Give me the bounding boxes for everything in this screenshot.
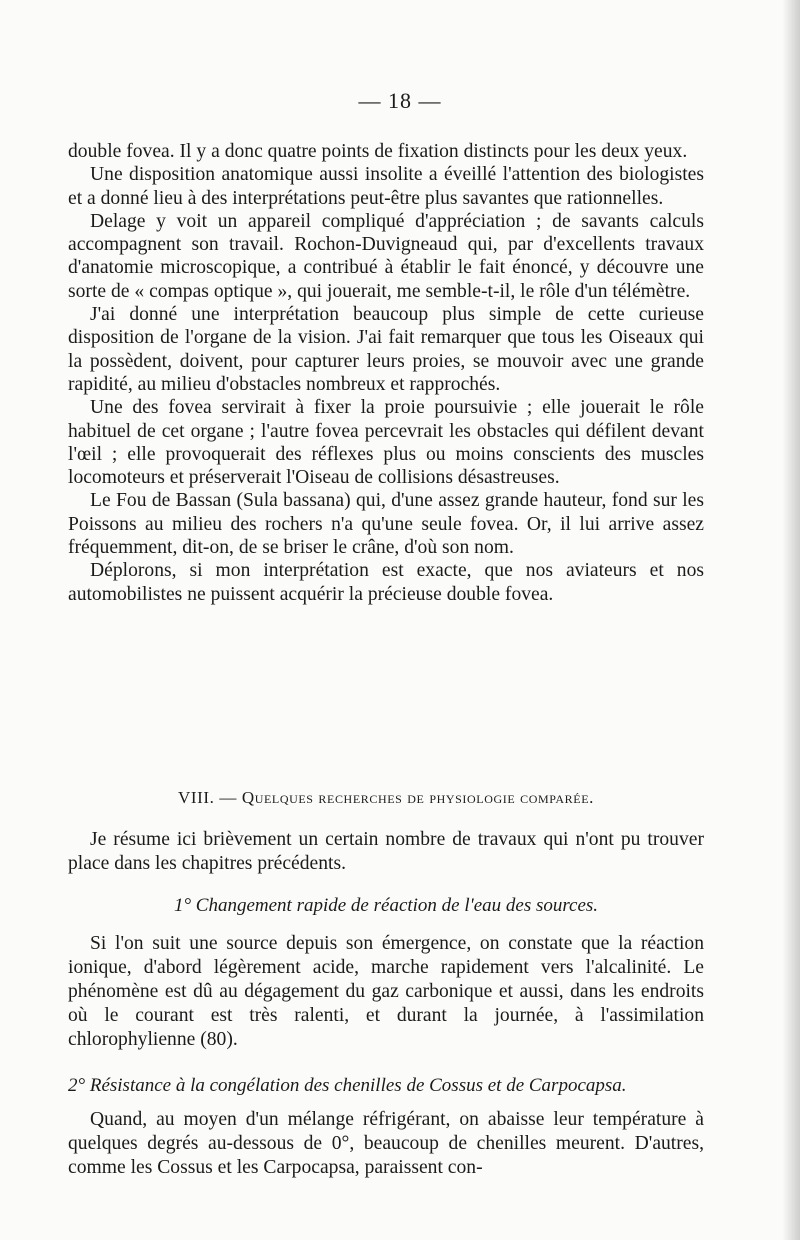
page-number: — 18 — xyxy=(358,88,442,113)
body-text-top xyxy=(68,140,704,606)
paragraph: Une disposition anatomique aussi insolite a éveillé l'attention des biologistes et a donné lieu à des interprétations peut-être plus savantes que rationnelles. xyxy=(68,164,704,209)
subsection-heading-text: 2° Résistance à la congélation des chenilles de Cossus et de Carpocapsa. xyxy=(68,1075,627,1096)
paragraph: Une des fovea servirait à fixer la proie poursuivie ; elle jouerait le rôle habituel de cet organe ; l'autre fovea percevrait les obstacles qui défilent devant l'œil ; elle provoquerait des réflexes plus ou moins conscients des muscles locomoteurs et préserverait l'Oiseau de collisions désastreuses. xyxy=(68,397,704,489)
page-edge-shadow xyxy=(782,0,800,1240)
body-text-bottom xyxy=(68,828,704,1180)
paragraph: J'ai donné une interprétation beaucoup plus simple de cette curieuse disposition de l'organe de la vision. J'ai fait remarquer que tous les Oiseaux qui la possèdent, doivent, pour capturer leurs proies, se mouvoir avec une grande rapidité, au milieu d'obstacles nombreux et rapprochés. xyxy=(68,304,704,395)
paragraph: double fovea. Il y a donc quatre points de fixation distincts pour les deux yeux. xyxy=(68,141,688,162)
paragraph: Le Fou de Bassan (Sula bassana) qui, d'une assez grande hauteur, fond sur les Poissons au milieu des rochers n'a qu'une seule fovea. Or, il lui arrive assez fréquemment, dit-on, de se briser le crâne, d'où son nom. xyxy=(68,490,704,559)
paragraph: Déplorons, si mon interprétation est exacte, que nos aviateurs et nos automobilistes ne puissent acquérir la précieuse double fovea. xyxy=(68,560,704,605)
subsection-heading: 1° Changement rapide de réaction de l'eau des sources. xyxy=(173,895,599,916)
section-number: VIII. — xyxy=(178,788,237,807)
subsection-heading xyxy=(68,1074,704,1098)
section-heading xyxy=(68,788,704,808)
paragraph: Quand, au moyen d'un mélange réfrigérant, on abaisse leur température à quelques degrés au-dessous de 0°, beaucoup de chenilles meurent. D'autres, comme les Cossus et les Carpocapsa, paraissent con- xyxy=(68,1109,704,1178)
section-intro: Je résume ici brièvement un certain nombre de travaux qui n'ont pu trouver place dans les chapitres précédents. xyxy=(68,829,704,874)
section-title: Quelques recherches de physiologie comparée. xyxy=(241,788,594,807)
paragraph: Delage y voit un appareil compliqué d'appréciation ; de savants calculs accompagnent son travail. Rochon-Duvigneaud qui, par d'excellents travaux d'anatomie microscopique, a contribué à établir le fait énoncé, y découvre une sorte de « compas optique », qui jouerait, me semble-t-il, le rôle d'un télémètre. xyxy=(68,210,704,302)
paragraph: Si l'on suit une source depuis son émergence, on constate que la réaction ionique, d'abord légèrement acide, marche rapidement vers l'alcalinité. Le phénomène est dû au dégagement du gaz carbonique et aussi, dans les endroits où le courant est très ralenti, et durant la journée, à l'assimilation chlorophylienne (80). xyxy=(68,933,704,1050)
